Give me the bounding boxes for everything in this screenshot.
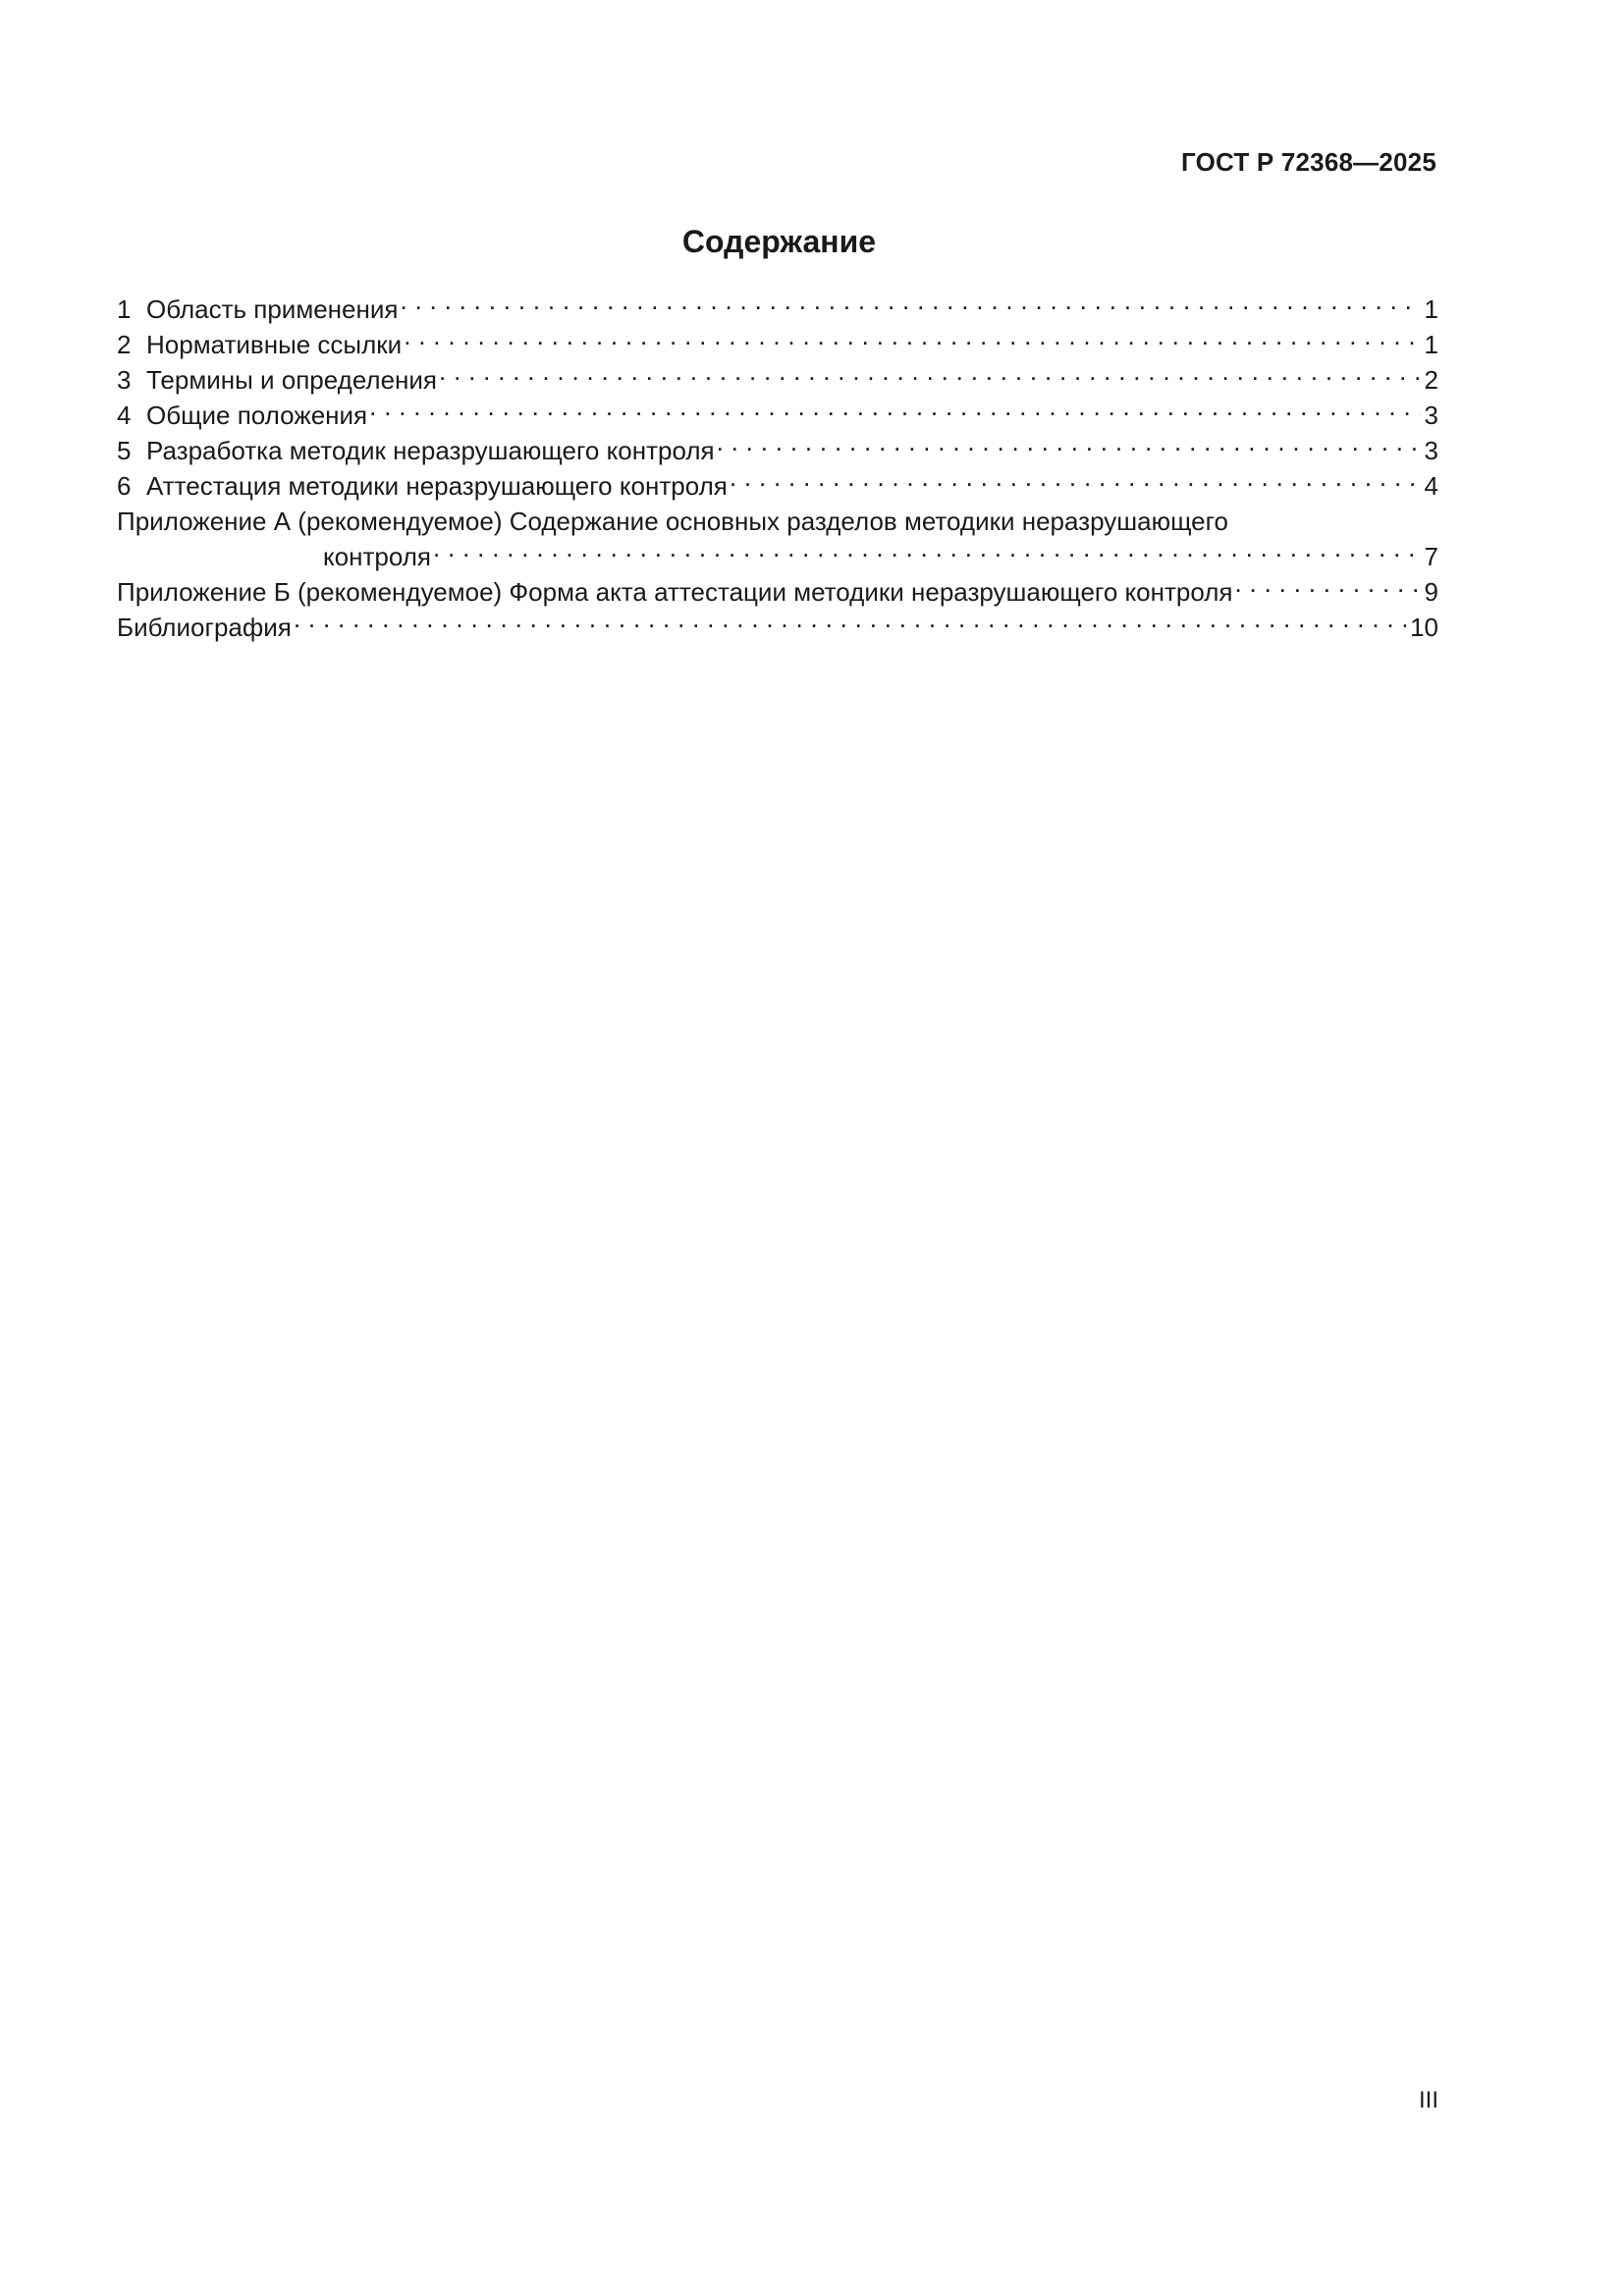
toc-entry-bibliography[interactable] (117, 610, 1438, 645)
page-number: III (1418, 2087, 1438, 2113)
toc-entry-2[interactable] (117, 327, 1438, 362)
toc-entry-4[interactable] (117, 398, 1438, 433)
toc-entry-title: Термины и определения (146, 365, 438, 395)
dot-leader (730, 475, 1421, 495)
dot-leader (1235, 581, 1421, 601)
toc-entry-title: Аттестация методики неразрушающего контроля (146, 471, 728, 501)
toc-entry-page: 3 (1424, 436, 1438, 465)
dot-leader (439, 369, 1421, 389)
toc-entry-title: Приложение Б (рекомендуемое) Форма акта аттестации методики неразрушающего контроля (117, 577, 1233, 607)
dot-leader (433, 546, 1421, 565)
toc-entry-title: Библиография (117, 613, 292, 642)
toc-entry-title: Общие положения (146, 400, 368, 430)
toc-entry-appendix-a[interactable] (117, 504, 1438, 574)
toc-entry-page: 4 (1424, 471, 1438, 501)
document-code: ГОСТ Р 72368—2025 (1181, 147, 1436, 177)
toc-entry-number: 6 (117, 471, 132, 501)
toc-entry-title-line1: Приложение А (рекомендуемое) Содержание основных разделов методики неразрушающего (117, 507, 1229, 536)
toc-entry-page: 9 (1424, 577, 1438, 607)
toc-entry-number: 3 (117, 365, 132, 395)
dot-leader (717, 440, 1421, 459)
toc-entry-6[interactable] (117, 468, 1438, 504)
toc-entry-page: 2 (1424, 365, 1438, 395)
toc-entry-page: 7 (1424, 542, 1438, 571)
toc-entry-number: 4 (117, 400, 132, 430)
toc-entry-page: 1 (1424, 294, 1438, 324)
toc-entry-appendix-b[interactable] (117, 574, 1438, 610)
toc-entry-number: 1 (117, 294, 132, 324)
toc-entry-3[interactable] (117, 362, 1438, 398)
toc-entry-1[interactable] (117, 292, 1438, 327)
toc-entry-title: Область применения (146, 294, 399, 324)
toc-entry-title-line2: контроля (323, 542, 431, 571)
toc-entry-title: Нормативные ссылки (146, 330, 403, 359)
table-of-contents (117, 292, 1438, 645)
dot-leader (404, 334, 1420, 353)
toc-entry-title: Разработка методик неразрушающего контроля (146, 436, 715, 465)
dot-leader (400, 298, 1420, 318)
dot-leader (369, 404, 1420, 424)
toc-entry-5[interactable] (117, 433, 1438, 468)
toc-entry-number: 5 (117, 436, 132, 465)
toc-title: Содержание (681, 224, 877, 259)
toc-entry-page: 1 (1424, 330, 1438, 359)
toc-entry-number: 2 (117, 330, 132, 359)
toc-entry-page: 10 (1410, 613, 1438, 642)
dot-leader (294, 616, 1406, 636)
toc-entry-page: 3 (1424, 400, 1438, 430)
